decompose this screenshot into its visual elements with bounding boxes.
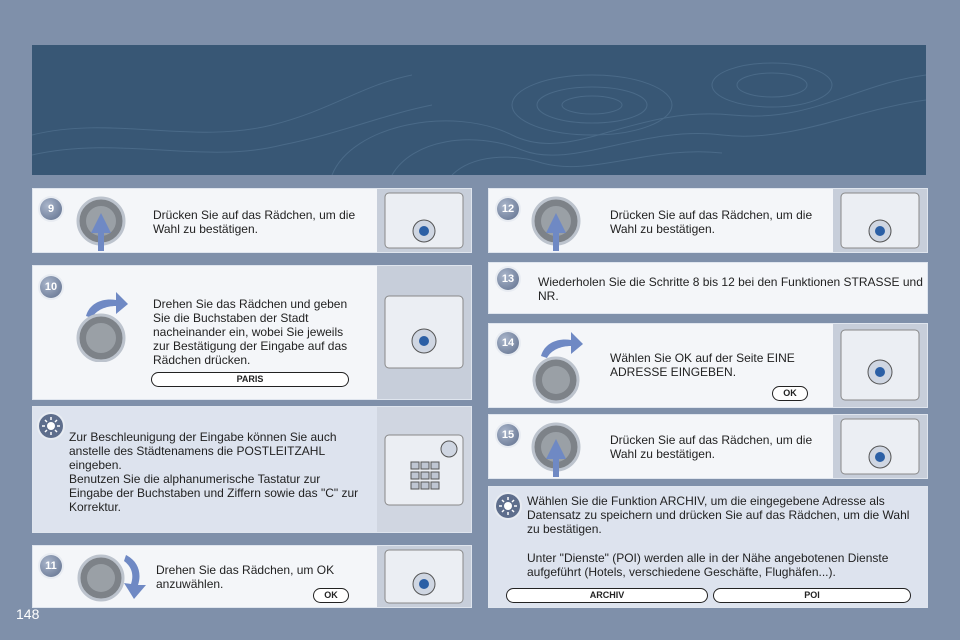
radio-control-panel-icon <box>833 324 927 407</box>
archiv-display-label: ARCHIV <box>506 588 708 603</box>
tip-sun-icon <box>39 414 63 438</box>
tip-2-text-poi: Unter "Dienste" (POI) werden alle in der Nähe angebotenen Dienste aufgeführt (Hotels, verschiedene Geschäfte, Flughäfen...). <box>527 551 889 579</box>
radio-control-panel-icon <box>377 189 471 252</box>
ok-display-label: OK <box>313 588 349 603</box>
rotary-knob-icon <box>76 288 136 362</box>
contour-map-decoration <box>32 45 926 175</box>
rotary-knob-icon <box>531 193 581 251</box>
radio-control-panel-icon <box>833 189 927 252</box>
step-number-badge: 10 <box>40 276 62 298</box>
tip-sun-icon <box>496 494 520 518</box>
ok-display-label: OK <box>772 386 808 401</box>
step-9-text: Drücken Sie auf das Rädchen, um die Wahl zu bestätigen. <box>153 208 356 236</box>
radio-control-panel-icon <box>377 266 471 399</box>
radio-control-panel-icon <box>377 546 471 607</box>
step-11-text: Drehen Sie das Rädchen, um OK anzuwählen. <box>156 563 335 591</box>
step-14-text: Wählen Sie OK auf der Seite EINE ADRESSE EINGEBEN. <box>610 351 795 379</box>
rotary-knob-icon <box>531 328 591 404</box>
step-number-badge: 12 <box>497 198 519 220</box>
radio-keypad-icon <box>377 407 471 532</box>
rotate-arrow-icon <box>86 292 128 318</box>
step-13-text: Wiederholen Sie die Schritte 8 bis 12 bei den Funktionen STRASSE und NR. <box>538 275 923 303</box>
step-number-badge: 11 <box>40 555 62 577</box>
tip-2-text-archiv: Wählen Sie die Funktion ARCHIV, um die eingegebene Adresse als Datensatz zu speichern und drücken Sie auf das Rädchen, um die Wahl zu bestätigen. <box>527 494 910 536</box>
step-number-badge: 13 <box>497 268 519 290</box>
step-number-badge: 15 <box>497 424 519 446</box>
rotary-knob-icon <box>76 193 126 251</box>
rotary-knob-icon <box>531 419 581 477</box>
paris-display-label: PARIS <box>151 372 349 387</box>
rotate-arrow-icon <box>124 555 146 599</box>
header-banner <box>32 45 926 175</box>
rotate-arrow-icon <box>541 332 583 358</box>
radio-control-panel-icon <box>833 415 927 478</box>
step-10-text: Drehen Sie das Rädchen und geben Sie die Buchstaben der Stadt nacheinander ein, wobei Sie jeweils zur Bestätigung der Eingabe auf das Rädchen drücken. <box>153 297 348 367</box>
step-15-text: Drücken Sie auf das Rädchen, um die Wahl zu bestätigen. <box>610 433 813 461</box>
step-number-badge: 14 <box>497 332 519 354</box>
step-number-badge: 9 <box>40 198 62 220</box>
rotary-knob-icon <box>76 551 156 607</box>
page-number: 148 <box>16 606 40 622</box>
step-12-text: Drücken Sie auf das Rädchen, um die Wahl zu bestätigen. <box>610 208 813 236</box>
poi-display-label: POI <box>713 588 911 603</box>
tip-1-text: Zur Beschleunigung der Eingabe können Sie auch anstelle des Städtenamens die POSTLEITZAHL eingeben. Benutzen Sie die alphanumerische Tastatur zur Eingabe der Buchstaben und Ziffern sowie das "C" zur Korrektur. <box>69 430 359 514</box>
